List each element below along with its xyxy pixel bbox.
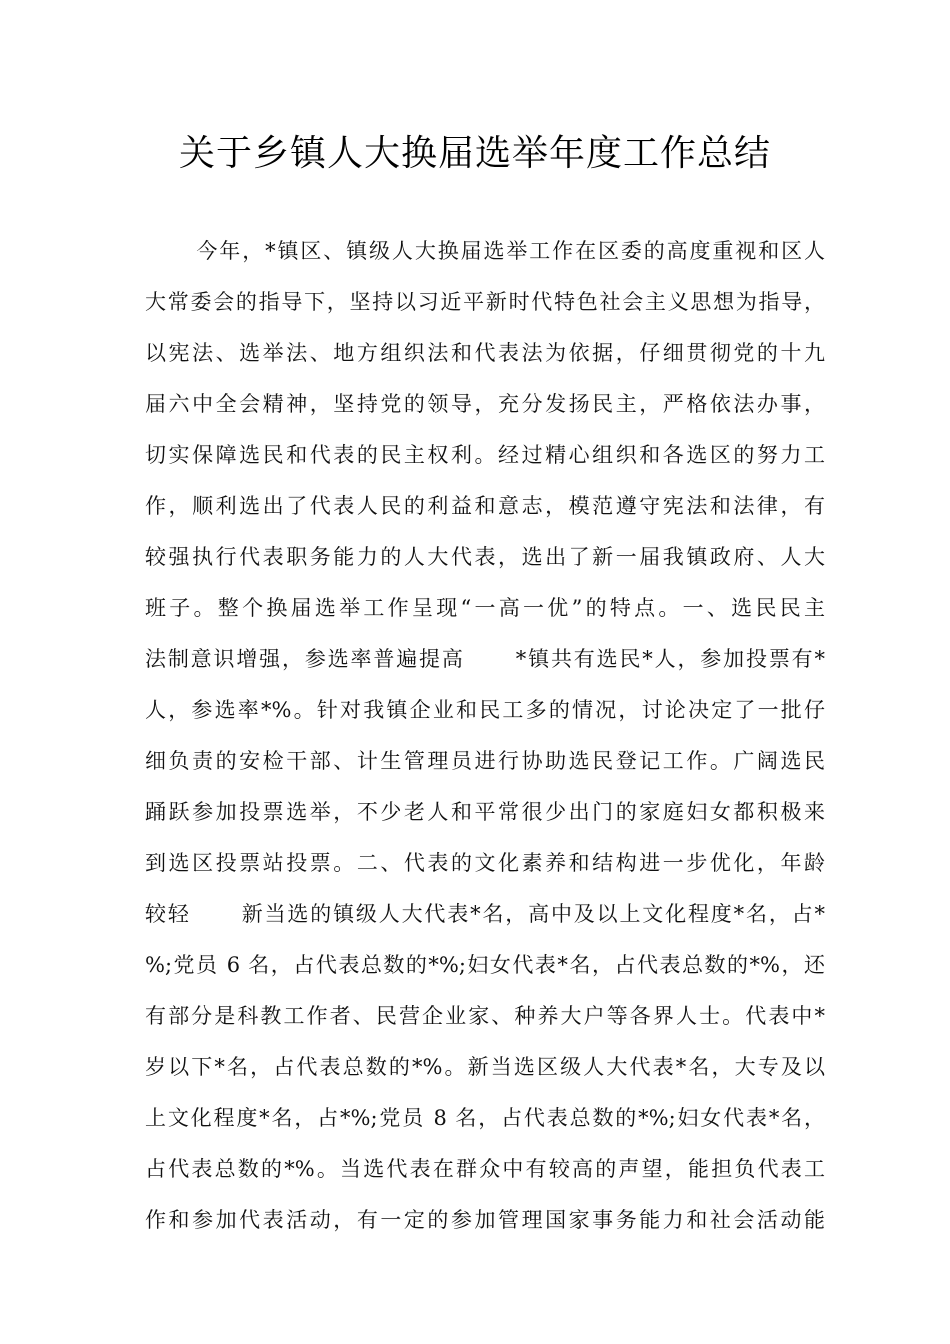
body-line: 上文化程度*名，占*%;党员 8 名，占代表总数的*%;妇女代表*名， (145, 1106, 825, 1130)
body-line: 大常委会的指导下，坚持以习近平新时代特色社会主义思想为指导， (145, 290, 825, 314)
body-line: 以宪法、选举法、地方组织法和代表法为依据，仔细贯彻党的十九 (145, 341, 825, 365)
body-line: 班子。整个换届选举工作呈现“一高一优”的特点。一、选民民主 (145, 596, 825, 620)
body-line: 今年，*镇区、镇级人大换届选举工作在区委的高度重视和区人 (145, 239, 825, 263)
body-line: 作和参加代表活动，有一定的参加管理国家事务能力和社会活动能 (145, 1208, 825, 1232)
body-line: 切实保障选民和代表的民主权利。经过精心组织和各选区的努力工 (145, 443, 825, 467)
body-line: 作，顺利选出了代表人民的利益和意志，模范遵守宪法和法律，有 (145, 494, 825, 518)
body-line: 踊跃参加投票选举，不少老人和平常很少出门的家庭妇女都积极来 (145, 800, 825, 824)
body-line: 法制意识增强，参选率普遍提高 *镇共有选民*人，参加投票有* (145, 647, 825, 671)
body-line: 较强执行代表职务能力的人大代表，选出了新一届我镇政府、人大 (145, 545, 825, 569)
body-line: %;党员 6 名，占代表总数的*%;妇女代表*名，占代表总数的*%，还 (145, 953, 825, 977)
body-line: 细负责的安检干部、计生管理员进行协助选民登记工作。广阔选民 (145, 749, 825, 773)
document-title: 关于乡镇人大换届选举年度工作总结 (178, 133, 771, 174)
body-line: 岁以下*名，占代表总数的*%。新当选区级人大代表*名，大专及以 (145, 1055, 825, 1079)
body-line: 到选区投票站投票。二、代表的文化素养和结构进一步优化，年龄 (145, 851, 825, 875)
body-line: 有部分是科教工作者、民营企业家、种养大户等各界人士。代表中* (145, 1004, 825, 1028)
body-line: 占代表总数的*%。当选代表在群众中有较高的声望，能担负代表工 (145, 1157, 825, 1181)
body-line: 届六中全会精神，坚持党的领导，充分发扬民主，严格依法办事， (145, 392, 825, 416)
body-line: 人，参选率*%。针对我镇企业和民工多的情况，讨论决定了一批仔 (145, 698, 825, 722)
document-body (145, 226, 825, 1246)
body-line: 较轻 新当选的镇级人大代表*名，高中及以上文化程度*名，占* (145, 902, 825, 926)
